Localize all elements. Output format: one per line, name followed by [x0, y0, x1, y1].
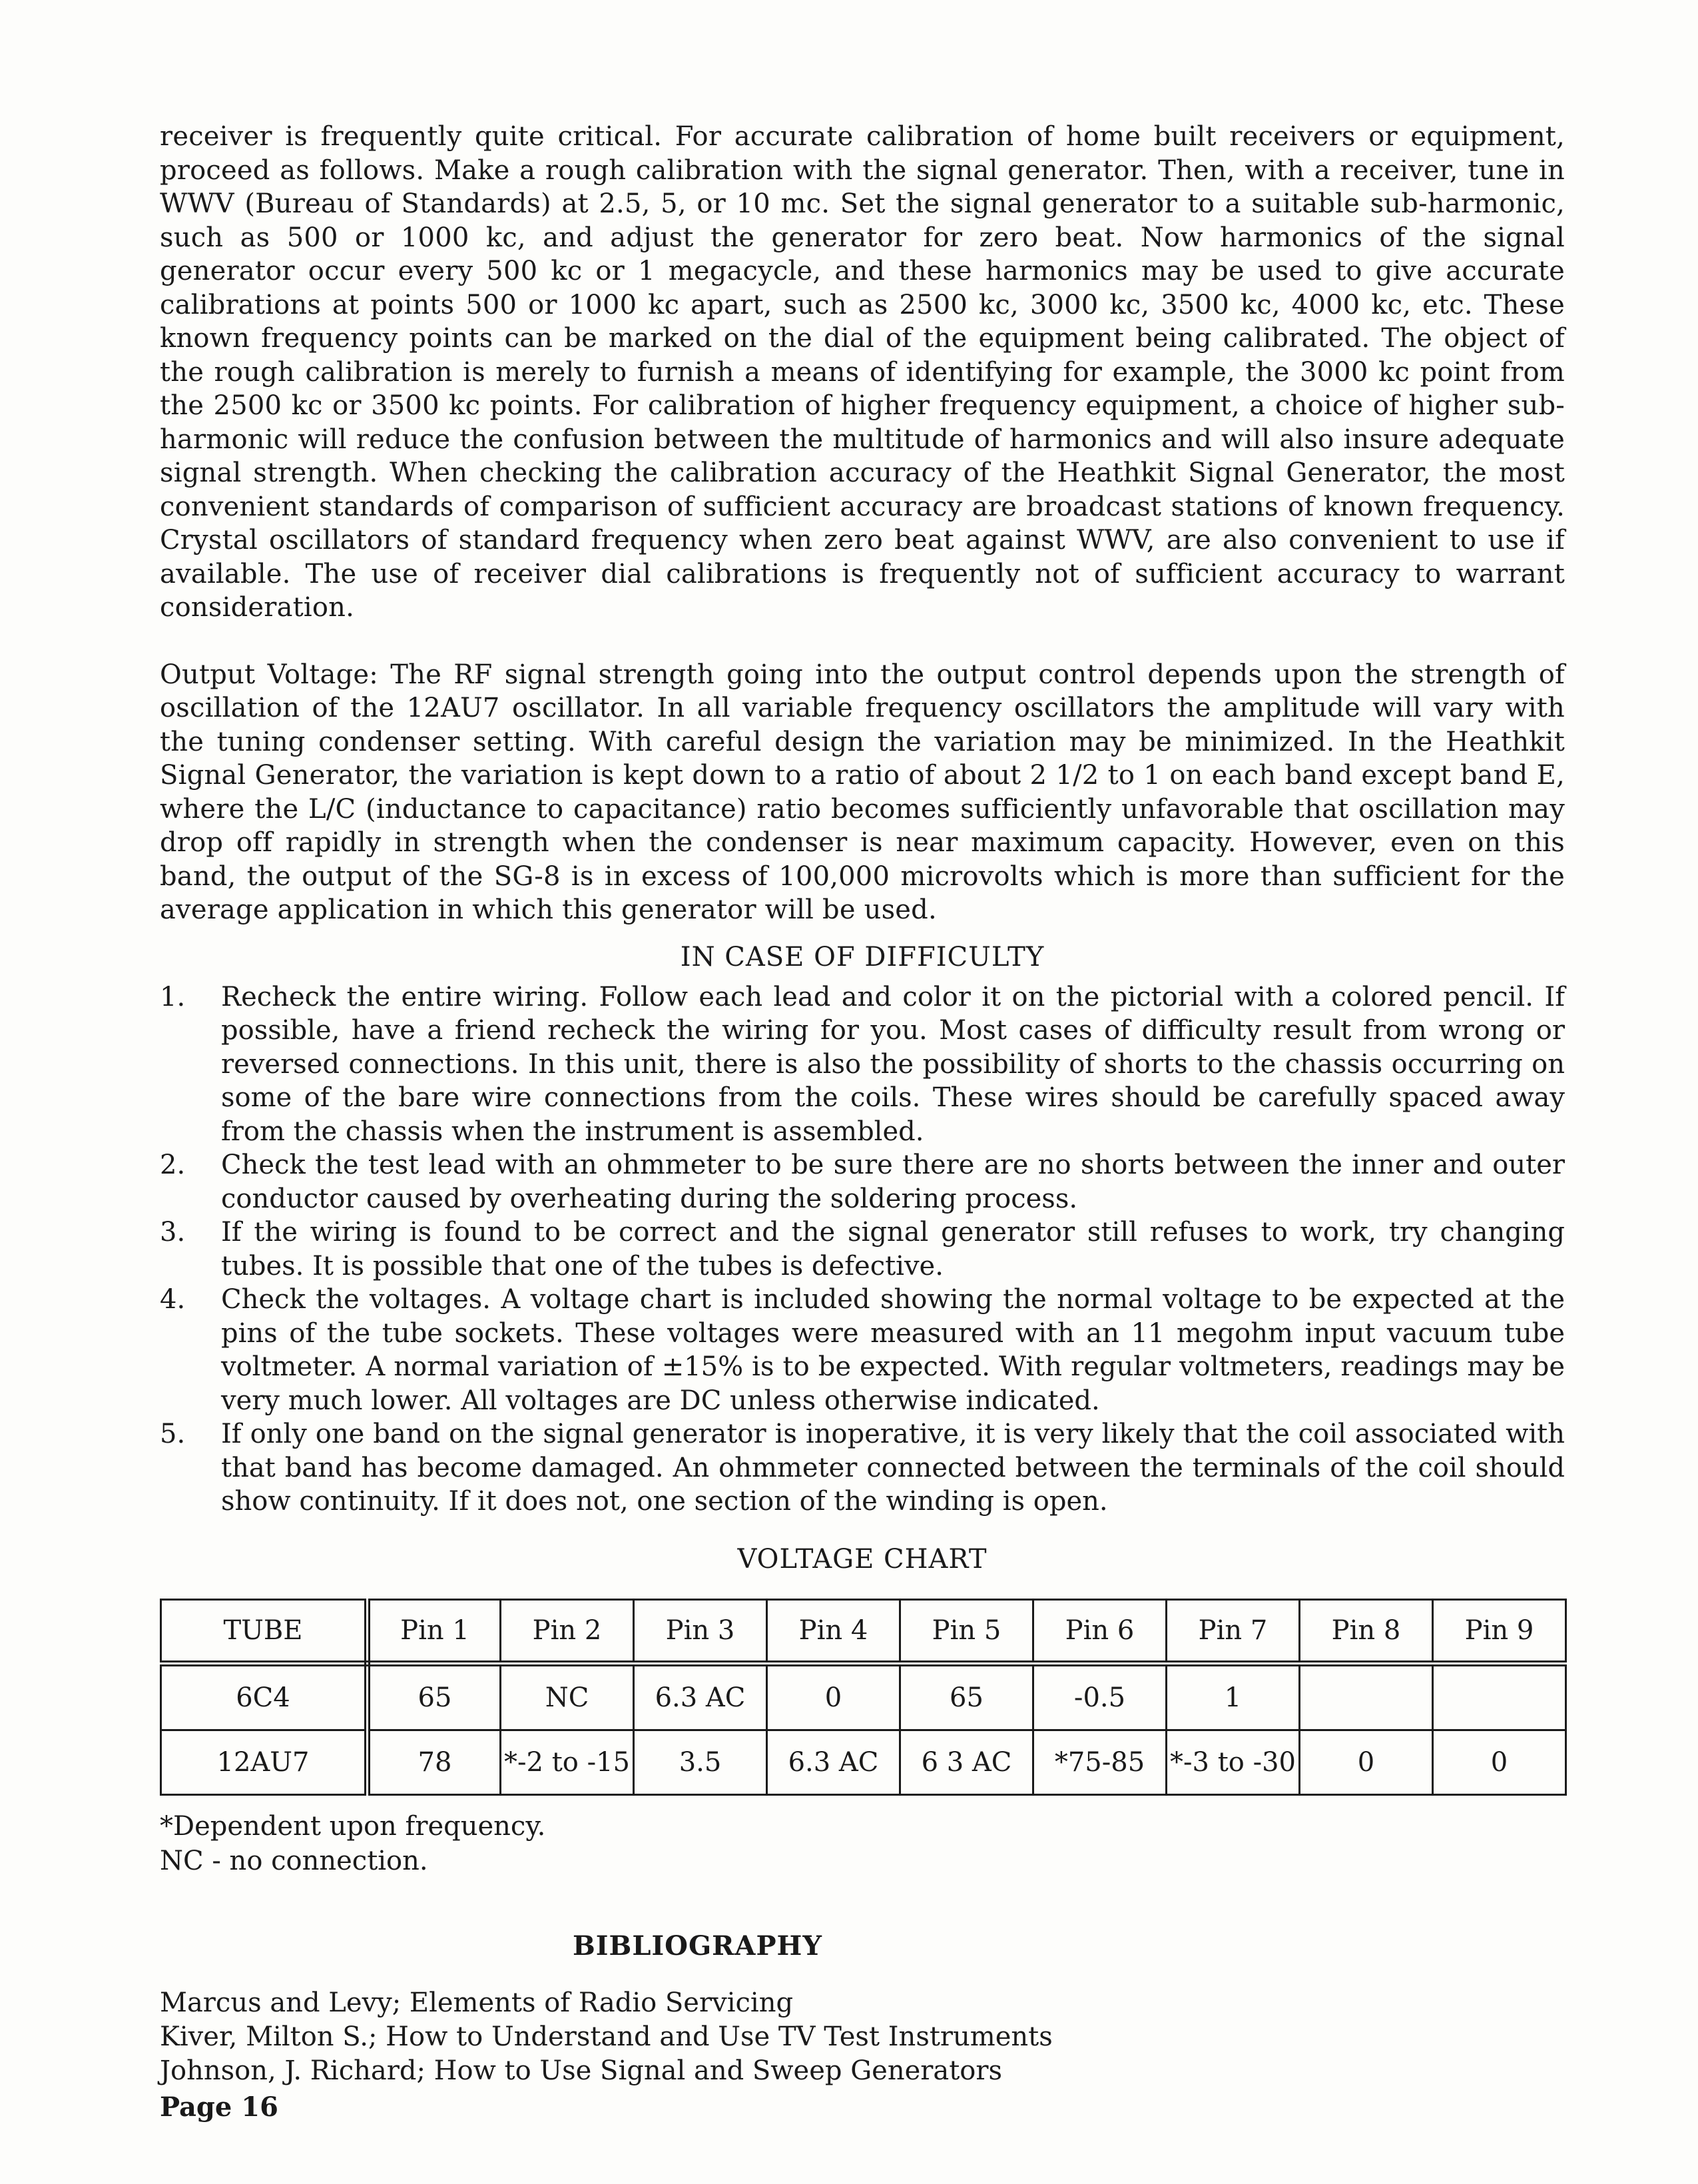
page-number: Page 16	[160, 2091, 278, 2123]
list-item	[160, 1148, 1565, 1216]
bibliography-title: BIBLIOGRAPHY	[573, 1930, 822, 1962]
table-row	[161, 1663, 1566, 1730]
header-cell: Pin 4	[767, 1599, 900, 1663]
voltage-chart-table	[160, 1599, 1567, 1796]
header-cell: Pin 7	[1167, 1599, 1300, 1663]
header-cell: Pin 5	[900, 1599, 1033, 1663]
calibration-paragraph: receiver is frequently quite critical. For accurate calibration of home built receivers or equipment, proceed as follows. Make a rough calibration with the signal generator. Then, with a receiver, tune in WWV (Bureau of Standards) at 2.5, 5, or 10 mc. Set the signal generator to a suitable sub-harmonic, such as 500 or 1000 kc, and adjust the generator for zero beat. Now harmonics of the signal generator occur every 500 kc or 1 megacycle, and these harmonics may be used to give accurate calibrations at points 500 or 1000 kc apart, such as 2500 kc, 3000 kc, 3500 kc, 4000 kc, etc. These known frequency points can be marked on the dial of the equipment being calibrated. The object of the rough calibration is merely to furnish a means of identifying for example, the 3000 kc point from the 2500 kc or 3500 kc points. For calibration of higher frequency equipment, a choice of higher sub-harmonic will reduce the confusion between the multitude of harmonics and will also insure adequate signal strength. When checking the calibration accuracy of the Heathkit Signal Generator, the most convenient standards of comparison of sufficient accuracy are broadcast stations of known frequency. Crystal oscillators of standard frequency when zero beat against WWV, are also convenient to use if available. The use of receiver dial calibrations is frequently not of sufficient accuracy to warrant consideration.	[160, 121, 1565, 623]
table-cell: 65	[900, 1663, 1033, 1730]
list-item	[160, 980, 1565, 1149]
table-cell: *-2 to -15	[501, 1730, 634, 1794]
list-item-number: 2.	[160, 1150, 186, 1180]
chart-note: NC - no connection.	[160, 1845, 428, 1876]
table-cell: 3.5	[634, 1730, 767, 1794]
table-cell	[1433, 1663, 1566, 1730]
table-cell: 0	[1300, 1730, 1433, 1794]
header-cell: TUBE	[161, 1599, 368, 1663]
table-cell: *-3 to -30	[1167, 1730, 1300, 1794]
list-item-number: 3.	[160, 1217, 186, 1248]
voltage-chart-title: VOLTAGE CHART	[737, 1543, 988, 1575]
table-row	[161, 1730, 1566, 1794]
header-cell: Pin 6	[1033, 1599, 1167, 1663]
output-voltage-paragraph: Output Voltage: The RF signal strength going into the output control depends upon the strength of oscillation of the 12AU7 oscillator. In all variable frequency oscillators the amplitude will vary with the tuning condenser setting. With careful design the variation may be minimized. In the Heathkit Signal Generator, the variation is kept down to a ratio of about 2 1/2 to 1 on each band except band E, where the L/C (inductance to capacitance) ratio becomes sufficiently unfavorable that oscillation may drop off rapidly in strength when the condenser is near maximum capacity. However, even on this band, the output of the SG-8 is in excess of 100,000 microvolts which is more than sufficient for the average application in which this generator will be used.	[160, 659, 1565, 925]
bibliography-entry: Johnson, J. Richard; How to Use Signal and Sweep Generators	[160, 2055, 1003, 2086]
table-cell	[1300, 1663, 1433, 1730]
table-cell: 6C4	[161, 1663, 368, 1730]
table-cell: 6 3 AC	[900, 1730, 1033, 1794]
bibliography-list	[160, 1986, 1053, 2088]
table-cell: NC	[501, 1663, 634, 1730]
table-cell: 78	[368, 1730, 501, 1794]
header-cell: Pin 3	[634, 1599, 767, 1663]
table-cell: 0	[1433, 1730, 1566, 1794]
table-cell: 6.3 AC	[634, 1663, 767, 1730]
difficulty-heading: IN CASE OF DIFFICULTY	[680, 941, 1045, 972]
list-item-text: Check the test lead with an ohmmeter to be sure there are no shorts between the inner and outer conductor caused by overheating during the soldering process.	[221, 1150, 1565, 1214]
table-header-row	[161, 1599, 1566, 1663]
chart-note: *Dependent upon frequency.	[160, 1810, 546, 1842]
table-cell: 65	[368, 1663, 501, 1730]
list-item-text: If the wiring is found to be correct and the signal generator still refuses to work, try changing tubes. It is possible that one of the tubes is defective.	[221, 1217, 1565, 1281]
table-cell: 12AU7	[161, 1730, 368, 1794]
list-item-text: If only one band on the signal generator is inoperative, it is very likely that the coil associated with that band has become damaged. An ohmmeter connected between the terminals of the coil should show continuity. If it does not, one section of the winding is open.	[221, 1419, 1565, 1517]
table-cell: 0	[767, 1663, 900, 1730]
header-cell: Pin 1	[368, 1599, 501, 1663]
header-cell: Pin 2	[501, 1599, 634, 1663]
page-body	[160, 120, 1565, 1878]
table-cell: 6.3 AC	[767, 1730, 900, 1794]
list-item-text: Recheck the entire wiring. Follow each lead and color it on the pictorial with a colored pencil. If possible, have a friend recheck the wiring for you. Most cases of difficulty result from wrong or reversed connections. In this unit, there is also the possibility of shorts to the chassis occurring on some of the bare wire connections from the coils. These wires should be carefully spaced away from the chassis when the instrument is assembled.	[221, 981, 1565, 1147]
table-cell: *75-85	[1033, 1730, 1167, 1794]
list-item-number: 1.	[160, 981, 186, 1012]
list-item-number: 4.	[160, 1284, 186, 1315]
table-cell: -0.5	[1033, 1663, 1167, 1730]
list-item	[160, 1417, 1565, 1519]
list-item-number: 5.	[160, 1419, 186, 1449]
table-cell: 1	[1167, 1663, 1300, 1730]
list-item	[160, 1283, 1565, 1417]
chart-notes	[160, 1809, 1565, 1878]
bibliography-entry: Marcus and Levy; Elements of Radio Servicing	[160, 1988, 794, 2018]
bibliography-entry: Kiver, Milton S.; How to Understand and Use TV Test Instruments	[160, 2021, 1053, 2052]
header-cell: Pin 9	[1433, 1599, 1566, 1663]
header-cell: Pin 8	[1300, 1599, 1433, 1663]
list-item	[160, 1216, 1565, 1283]
difficulty-list	[160, 980, 1565, 1519]
list-item-text: Check the voltages. A voltage chart is included showing the normal voltage to be expected at the pins of the tube sockets. These voltages were measured with an 11 megohm input vacuum tube voltmeter. A normal variation of ±15% is to be expected. With regular voltmeters, readings may be very much lower. All voltages are DC unless otherwise indicated.	[221, 1284, 1565, 1416]
